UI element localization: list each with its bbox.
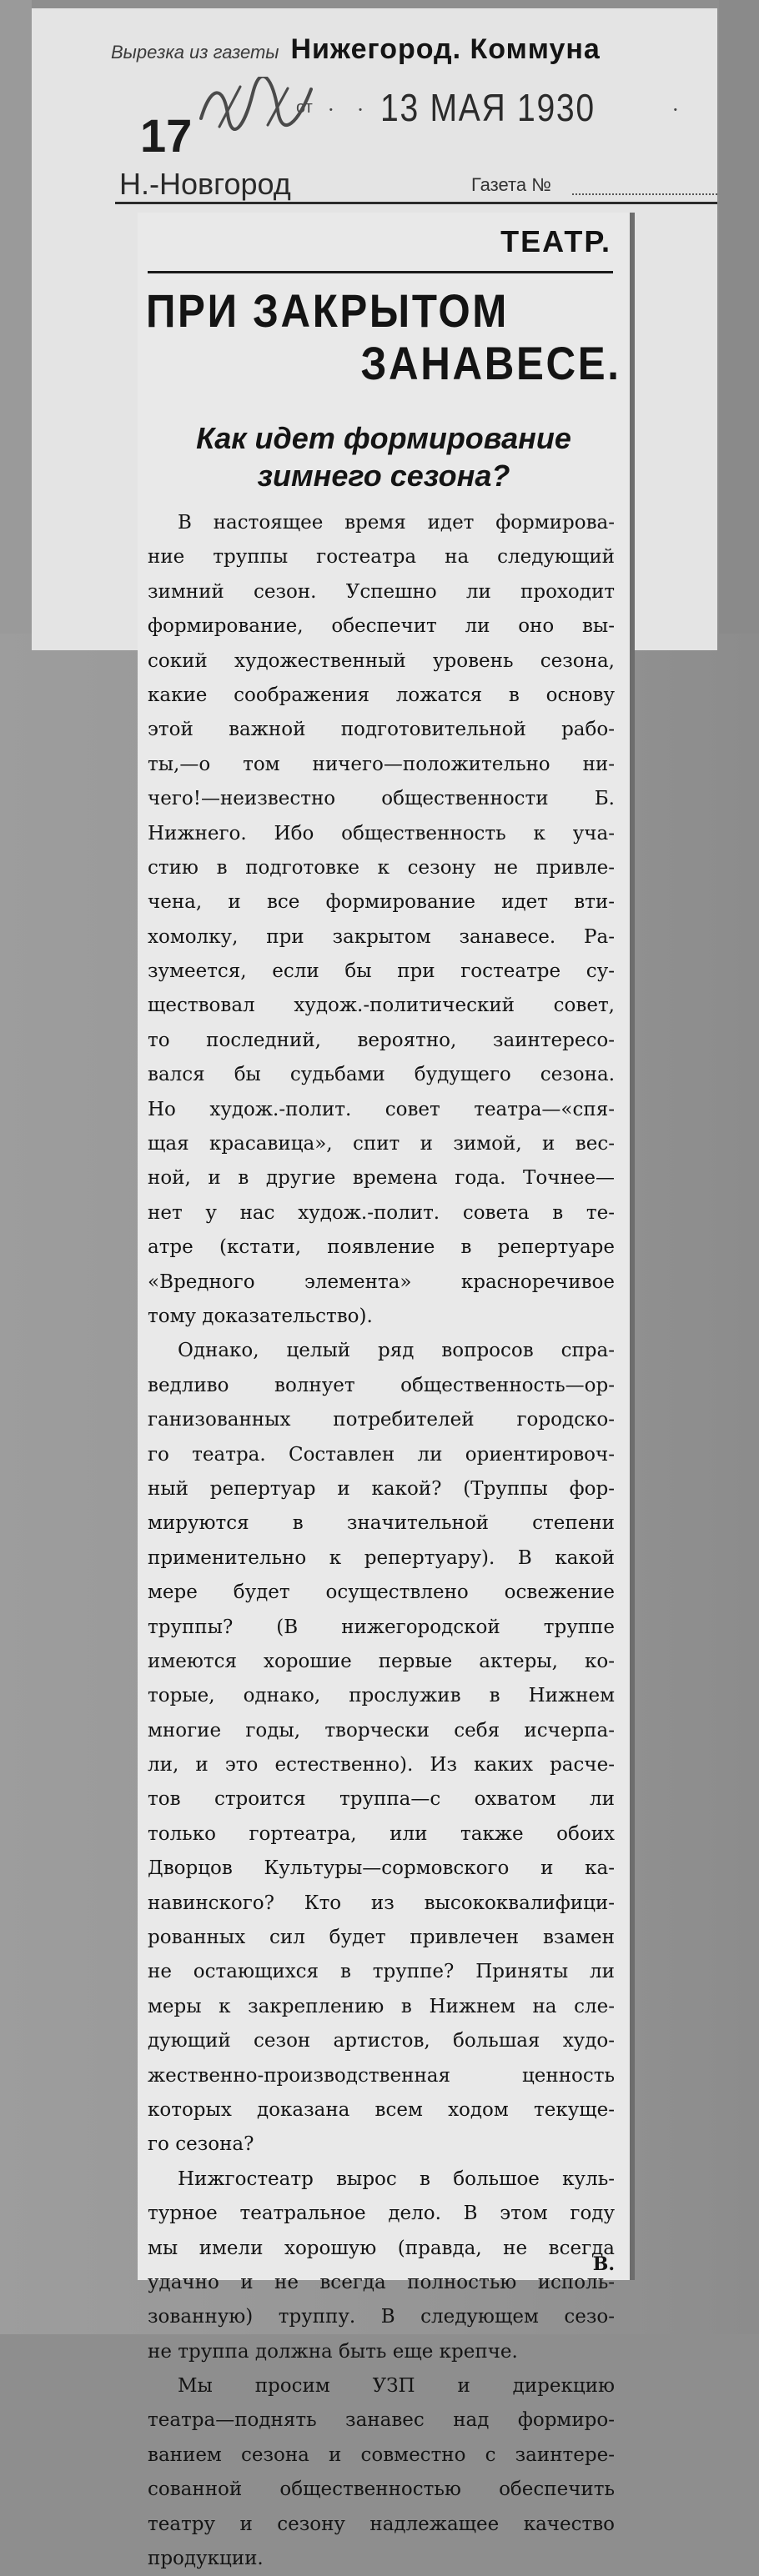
article-line: сованной общественностью обеспечить [148,2478,615,2501]
article-line: ли, и это естественно). Из каких расче- [148,1754,615,1777]
subheadline-line-1: Как идет формирование [196,421,571,455]
article-line: театра—поднять занавес над формиро- [148,2409,615,2432]
article-line: Нижнего. Ибо общественность к уча- [148,822,615,844]
article-line: тому доказательство). [148,1305,373,1327]
article-line: торые, однако, прослужив в Нижнем [148,1685,615,1707]
article-line: Однако, целый ряд вопросов спра- [178,1340,615,1362]
article-line: тов строится труппа—с охватом ли [148,1788,615,1811]
article-line: ние труппы гостеатра на следующий [148,546,615,569]
city-name: Н.-Новгород [119,167,291,201]
headline-line-2: ЗАНАВЕСЕ. [360,337,621,389]
gazeta-number-label: Газета № [471,174,551,195]
author-signature: В. [592,2253,615,2275]
headline-line-1: ПРИ ЗАКРЫТОМ [146,284,509,337]
article-line: В настоящее время идет формирова- [178,512,615,534]
article-line: мируются в значительной степени [148,1512,615,1535]
article-line: театру и сезону надлежащее качество [148,2513,615,2535]
article-line: меры к закреплению в Нижнем на сле- [148,1995,615,2017]
date-trailing-dot: · [672,98,679,122]
section-rule [148,271,613,273]
article-line: не труппа должна быть еще крепче. [148,2340,518,2363]
article-line: продукции. [148,2548,264,2570]
gazeta-number-blank [572,193,717,195]
article-line: ты,—о том ничего—положительно ни- [148,753,615,775]
label-header [111,33,601,66]
article-line: многие годы, творчески себя исчерпа- [148,1719,615,1742]
article-line: зимний сезон. Успешно ли проходит [148,580,615,603]
article-line: Мы просим УЗП и дирекцию [178,2375,615,2398]
article-line: применительно к репертуару). В какой [148,1546,615,1569]
article-line: труппы? (В нижегородской труппе [148,1616,615,1638]
article-line: турное театральное дело. В этом году [148,2203,615,2225]
label-caption: Вырезка из газеты [111,42,279,63]
article-line: Дворцов Культуры—сормовского и ка- [148,1857,615,1880]
clipping-edge-shadow [630,213,635,2280]
article-line: вался бы судьбами будущего сезона. [148,1064,615,1086]
article-line: имеются хорошие первые актеры, ко- [148,1650,615,1672]
date-prefix: от [296,98,313,117]
label-divider [115,202,717,204]
article-line: ществовал худож.-политический совет, [148,995,615,1017]
article-line: ной, и в другие времена года. Точнее— [148,1167,615,1190]
article-line: ганизованных потребителей городско- [148,1409,615,1431]
subheadline-line-2: зимнего сезона? [257,459,510,493]
handwritten-scribble [194,77,319,135]
article-line: сокий художественный уровень сезона, [148,649,615,672]
section-heading: ТЕАТР. [500,224,611,258]
article-line: рованных сил будет привлечен взамен [148,1927,615,1949]
article-line: которых доказана всем ходом текуще- [148,2098,615,2121]
article-line: го сезона? [148,2133,254,2156]
article-line: нет у нас худож.-полит. совета в те- [148,1201,615,1224]
article-line: удачно и не всегда полностью исполь- [148,2271,615,2293]
article-line: «Вредного элемента» красноречивое [148,1270,615,1293]
article-line: мере будет осуществлено освежение [148,1581,615,1604]
article-line: хомолку, при закрытом занавесе. Ра- [148,925,615,948]
article-line: чего!—неизвестно общественности Б. [148,788,615,810]
article-line: формирование, обеспечит ли оно вы- [148,615,615,638]
article-line: Нижгостеатр вырос в большое куль- [178,2168,615,2190]
article-line: этой важной подготовительной рабо- [148,719,615,741]
article-line: Но худож.-полит. совет театра—«спя- [148,1098,615,1120]
article-line: стию в подготовке к сезону не привле- [148,856,615,879]
article-body [148,506,615,2576]
article-line: дующий сезон артистов, большая худо- [148,2030,615,2052]
article-line: щая красавица», спит и зимой, и вес- [148,1133,615,1155]
stamped-date: 13 МАЯ 1930 [380,86,596,129]
article-line: зованную) труппу. В следующем сезо- [148,2306,615,2328]
newspaper-clipping [138,213,630,2570]
article-line: го театра. Составлен ли ориентировоч- [148,1443,615,1466]
article-line: атре (кстати, появление в репертуаре [148,1236,615,1259]
article-line: жественно-производственная ценность [148,2064,615,2087]
article-line: навинского? Кто из высококвалифици- [148,1892,615,1914]
article-line: зумеется, если бы при гостеатре су- [148,960,615,983]
article-line: чена, и все формирование идет вти- [148,891,615,914]
article-line: ведливо волнует общественность—ор- [148,1374,615,1396]
article-line: только гортеатра, или также обоих [148,1822,615,1845]
article-line: какие соображения ложатся в основу [148,684,615,706]
stamp-number: 17 [140,109,193,162]
article-line: ный репертуар и какой? (Труппы фор- [148,1477,615,1500]
date-leader-dots: · · [328,98,372,122]
article-line: не остающихся в труппе? Приняты ли [148,1961,615,1983]
article-line: ванием сезона и совместно с заинтере- [148,2443,615,2466]
article-line: то последний, вероятно, заинтересо- [148,1029,615,1051]
article-line: мы имели хорошую (правда, не всегда [148,2237,615,2259]
newspaper-name: Нижегород. Коммуна [290,33,601,65]
